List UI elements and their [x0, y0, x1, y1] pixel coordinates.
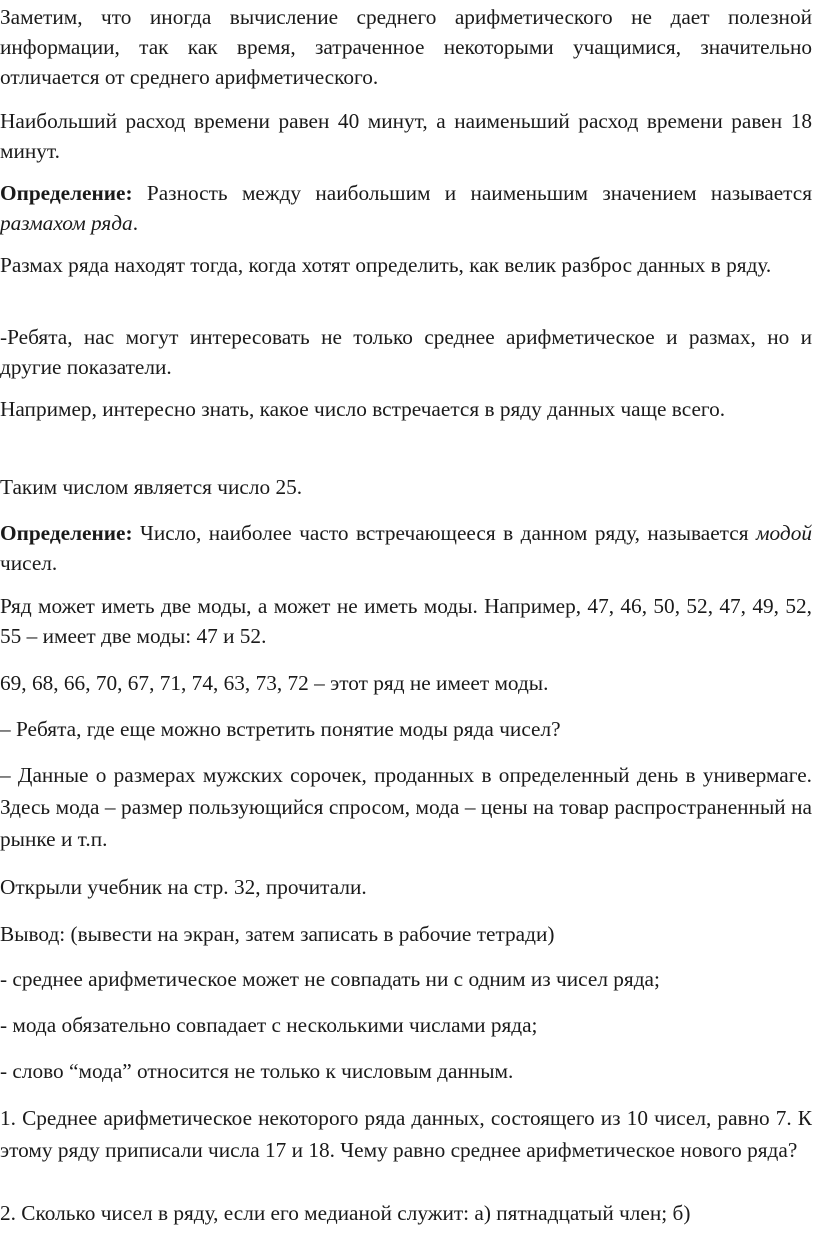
task-2: 2. Сколько чисел в ряду, если его медианой служит: а) пятнадцатый член; б) [0, 1201, 691, 1225]
conclusion-item-mean: - среднее арифметическое может не совпадать ни с одним из чисел ряда; [0, 967, 660, 991]
paragraph-max-min-time: Наибольший расход времени равен 40 минут, а наименьший расход времени равен 18 минут. [0, 109, 812, 163]
paragraph-mean-not-useful: Заметим, что иногда вычисление среднего арифметического не дает полезной информации, так как время, затраченное некоторыми учащимися, значительно отличается от среднего арифметического. [0, 5, 812, 89]
definition-label: Определение: [0, 521, 133, 545]
definition-end: . [132, 211, 139, 235]
paragraph-range-definition [0, 178, 812, 238]
paragraph-conclusion: Вывод: (вывести на экран, затем записать в рабочие тетради) [0, 922, 555, 946]
paragraph-range-purpose: Размах ряда находят тогда, когда хотят определить, как велик разброс данных в ряду. [0, 253, 772, 277]
paragraph-most-frequent: Например, интересно знать, какое число встречается в ряду данных чаще всего. [0, 397, 726, 421]
term-range: размахом ряда [0, 211, 133, 235]
definition-text: Разность между наибольшим и наименьшим значением называется [132, 181, 812, 205]
definition-end: чисел. [0, 551, 58, 575]
paragraph-no-mode-example: 69, 68, 66, 70, 67, 71, 74, 63, 73, 72 – этот ряд не имеет моды. [0, 671, 549, 695]
paragraph-mode-definition [0, 518, 812, 578]
task-1: 1. Среднее арифметическое некоторого ряда данных, состоящего из 10 чисел, равно 7. К этому ряду приписали числа 17 и 18. Чему равно среднее арифметическое нового ряда? [0, 1106, 812, 1162]
paragraph-textbook: Открыли учебник на стр. 32, прочитали. [0, 875, 367, 899]
definition-label: Определение: [0, 181, 133, 205]
paragraph-shirt-sizes: – Данные о размерах мужских сорочек, проданных в определенный день в универмаге. Здесь мода – размер пользующийся спросом, мода – цены на товар распространенный на рынке и т.п. [0, 763, 812, 851]
conclusion-item-word-mode: - слово “мода” относится не только к числовым данным. [0, 1059, 514, 1083]
term-mode: модой [755, 521, 812, 545]
conclusion-item-mode: - мода обязательно совпадает с несколькими числами ряда; [0, 1013, 538, 1037]
paragraph-number-25: Таким числом является число 25. [0, 475, 303, 499]
paragraph-two-modes-example: Ряд может иметь две моды, а может не иметь моды. Например, 47, 46, 50, 52, 47, 49, 52, 55 – имеет две моды: 47 и 52. [0, 594, 812, 648]
paragraph-other-indicators: -Ребята, нас могут интересовать не только среднее арифметическое и размах, но и другие показатели. [0, 325, 812, 379]
paragraph-question-mode: – Ребята, где еще можно встретить понятие моды ряда чисел? [0, 717, 561, 741]
definition-text: Число, наиболее часто встречающееся в данном ряду, называется [132, 521, 756, 545]
